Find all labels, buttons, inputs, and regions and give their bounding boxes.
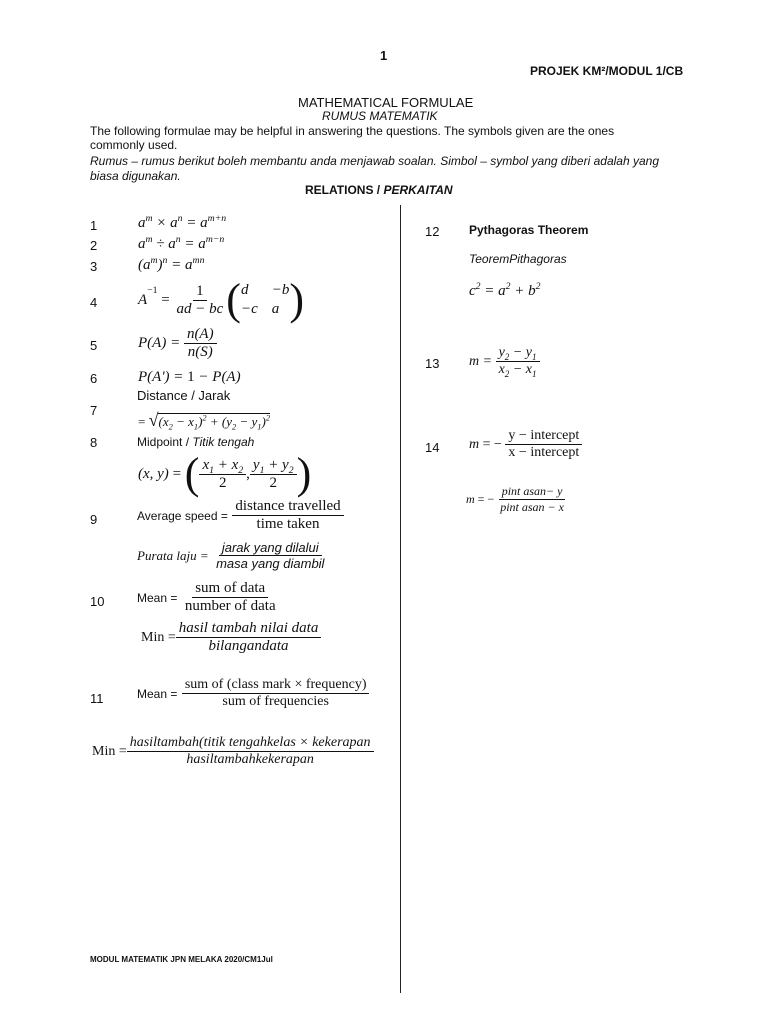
midpoint-label [137, 435, 254, 449]
page-number: 1 [380, 48, 388, 63]
pintasan-x: pint asan − x [500, 500, 564, 514]
section-heading [305, 183, 453, 197]
x-intercept: x − intercept [508, 445, 580, 460]
midpoint-label-malay: Titik tengah [192, 435, 255, 449]
formula-number-2: 2 [90, 238, 98, 253]
formula-number-3: 3 [90, 259, 98, 274]
formula-10 [137, 580, 279, 615]
page-subtitle: RUMUS MATEMATIK [322, 109, 438, 123]
pythagoras-malay: TeoremPithagoras [469, 252, 567, 266]
pythagoras-title: Pythagoras Theorem [469, 223, 589, 237]
footer-text: MODUL MATEMATIK JPN MELAKA 2020/CM1Jul [90, 955, 273, 964]
mean2-numerator: sum of (class mark × frequency) [182, 677, 370, 694]
formula-number-6: 6 [90, 371, 98, 386]
formula-number-13: 13 [425, 356, 440, 371]
formula-14: m = − $\frac{\text{y − intercept}}{\text{x − intercept}}$ [469, 428, 582, 461]
avg-speed-numerator: distance travelled [232, 498, 343, 516]
min2-denominator: hasiltambahkekerapan [186, 752, 314, 767]
mean-denominator: number of data [184, 598, 276, 614]
formula-12: $c^2 = a^2 + b^2$ [469, 281, 541, 299]
min-label: Min = [141, 629, 176, 645]
formula-8: (x, y) = ( $\frac{x_1 + x_2}{2}$ , $\frac{y_1 + y_2}{2}$ ) [138, 449, 312, 498]
avg-speed-denominator: time taken [256, 516, 320, 532]
formula-10-malay [141, 620, 321, 655]
formula-9-malay [137, 540, 327, 571]
mean-numerator: sum of data [192, 580, 268, 598]
column-divider [400, 205, 401, 993]
formula-3: $(a^m)^n = a^{mn}$ [138, 255, 205, 273]
page-title: MATHEMATICAL FORMULAE [298, 95, 474, 110]
intro-malay: Rumus – rumus berikut boleh membantu anda menjawab soalan. Simbol – symbol yang diberi adalah yang biasa digunakan. [90, 154, 659, 183]
avg-speed-label: Average speed = [137, 508, 228, 523]
pintasan-y: pint asan− y [499, 484, 566, 500]
y-intercept: y − intercept [505, 428, 582, 445]
formula-11 [137, 677, 369, 710]
distance-label: Distance / Jarak [137, 388, 231, 403]
formula-number-4: 4 [90, 295, 98, 310]
mean-label: Mean = [137, 590, 178, 605]
formula-2: $a^m \div a^n = a^{m-n}$ [138, 234, 225, 252]
min-numerator: hasil tambah nilai data [176, 620, 322, 638]
formula-9 [137, 498, 344, 533]
min-denominator: bilangandata [208, 638, 289, 654]
formula-number-14: 14 [425, 440, 440, 455]
min2-label: Min = [92, 743, 127, 759]
formula-5: P(A) = $\frac{n(A)}{n(S)}$ [138, 326, 217, 361]
project-code: PROJEK KM²/MODUL 1/CB [530, 64, 684, 78]
formula-13: m = $\frac{y_2 - y_1}{x_2 - x_1}$ [469, 345, 540, 378]
formula-number-8: 8 [90, 435, 98, 450]
mean2-label: Mean = [137, 686, 178, 701]
purata-numerator: jarak yang dilalui [219, 540, 322, 556]
formula-number-1: 1 [90, 218, 98, 233]
formula-number-12: 12 [425, 224, 440, 239]
intro-english: The following formulae may be helpful in answering the questions. The symbols given are the ones commonly used. [90, 124, 615, 152]
formula-number-11: 11 [90, 691, 104, 706]
formula-number-7: 7 [90, 403, 98, 418]
formula-number-9: 9 [90, 512, 98, 527]
formula-4: A $^{-1}$ = $\frac{1}{ad - bc}$ ( d −b −c a ) [138, 275, 305, 324]
formula-1: $a^m \times a^n = a^{m+n}$ [138, 213, 227, 231]
purata-label: Purata laju = [137, 547, 209, 563]
formula-11-malay [92, 735, 374, 768]
midpoint-label-english: Midpoint / [137, 435, 193, 449]
mean2-denominator: sum of frequencies [222, 694, 329, 709]
formula-6: P(A') = 1 − P(A) [138, 369, 241, 385]
min2-numerator: hasiltambah(titik tengahkelas × kekerapan [127, 735, 374, 752]
formula-number-5: 5 [90, 338, 98, 353]
formula-14-malay: m = − $\frac{\text{pint asan− y}}{\text{pint asan − x}}$ [466, 484, 567, 515]
formula-number-10: 10 [90, 594, 105, 609]
section-malay: PERKAITAN [383, 183, 453, 197]
purata-denominator: masa yang diambil [216, 556, 325, 571]
formula-7: = $√(x_2 - x_1)^2 + (y_2 - y_1)^2$ [138, 410, 271, 432]
section-english: RELATIONS / [305, 183, 384, 197]
